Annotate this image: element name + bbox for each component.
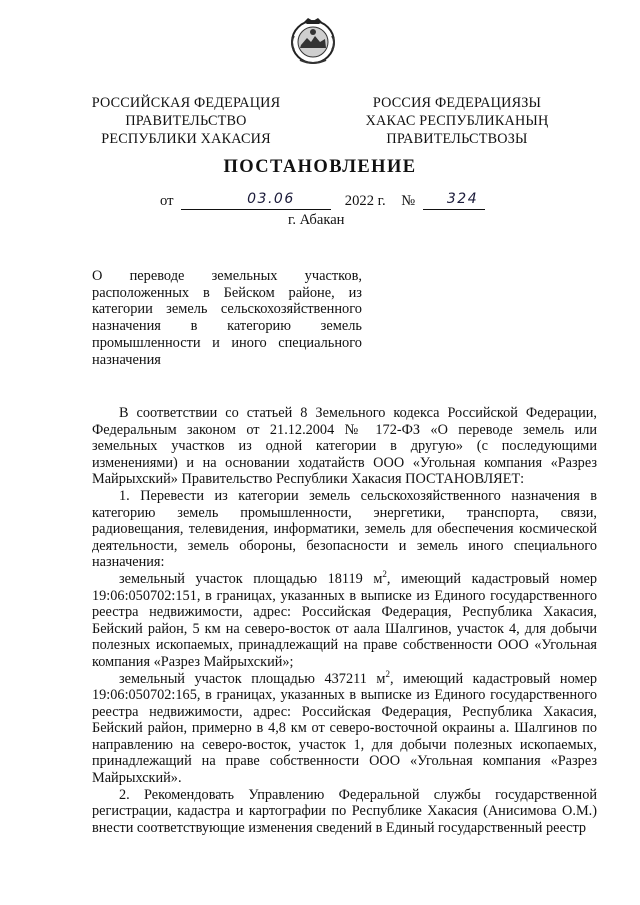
subject-line: назначения в категорию земель [92,318,362,335]
plot-2-start: земельный участок площадью 437211 м [119,670,386,687]
plot-1-start: земельный участок площадью 18119 м [119,570,383,587]
coat-of-arms-emblem [286,14,340,68]
header-right-line-2: ХАКАС РЕСПУБЛИКАНЫҢ [365,113,549,129]
header-right-block [362,94,552,148]
subject-line: назначения [92,351,161,368]
header-right-line-3: ПРАВИТЕЛЬСТВОЗЫ [386,131,528,147]
subject-line: промышленности и иного специального [92,334,362,351]
date-from-label: от [160,193,174,209]
subject-line: расположенных в Бейском районе, из [92,284,362,301]
document-title: ПОСТАНОВЛЕНИЕ [223,157,417,177]
item-2-paragraph: 2. Рекомендовать Управлению Федеральной службы государственной регистрации, кадастра и картографии по Республике Хакасия (Анисимова О.М.) внести соответствующие изменения сведений в Единый государственный реестр [92,786,597,836]
year-label: 2022 г. [344,193,386,209]
square-superscript: 2 [382,569,387,580]
document-body [92,405,597,836]
date-field [181,193,331,210]
plot-2-paragraph [92,668,598,787]
square-superscript: 2 [385,668,390,679]
date-handwritten: 03.06 [247,191,295,207]
plot-2-rest: , имеющий кадастровый номер 19:06:050702:165, в границах, указанных в выписке из Единого государственного реестра недвижимости, адрес: Российская Федерация, Республика Хакасия, Бейский район, примерно в 4,8 км от северо-восточной окраины а. Шалгинов по направлению на северо-восток, участок 1, для добычи полезных ископаемых, принадлежащий на праве собственности ООО «Угольная компания «Разрез Майрыхский». [92,670,598,787]
header-left-line-2: ПРАВИТЕЛЬСТВО [125,113,247,129]
subject-line: О переводе земельных участков, [92,268,362,284]
number-handwritten: 324 [446,191,479,207]
header-left-line-1: РОССИЙСКАЯ ФЕДЕРАЦИЯ [91,95,281,111]
preamble-paragraph: В соответствии со статьей 8 Земельного кодекса Российской Федерации, Федеральным законом от 21.12.2004 № 172-ФЗ «О переводе земель или земельных участков из одной категории в другую» (с последующими изменениями) и на основании ходатайств ООО «Угольная компания «Разрез Майрыхский» Правительство Республики Хакасия ПОСТАНОВЛЯЕТ: [92,405,597,488]
subject-line: категории земель сельскохозяйственного [92,301,362,318]
header-right-line-1: РОССИЯ ФЕДЕРАЦИЯЗЫ [372,95,542,111]
number-label: № [401,193,416,209]
date-number-line [160,192,485,210]
header-left-block [86,94,286,148]
header-left-line-3: РЕСПУБЛИКИ ХАКАСИЯ [101,131,271,147]
item-1-paragraph: 1. Перевести из категории земель сельскохозяйственного назначения в категорию земель промышленности, энергетики, транспорта, связи, радиовещания, телевидения, информатики, земель для обеспечения космической деятельности, земель обороны, безопасности и земель иного специального назначения: [92,487,597,571]
subject-block [92,268,362,368]
plot-1-rest: , имеющий кадастровый номер 19:06:050702:151, в границах, указанных в выписке из Единого государственного реестра недвижимости, адрес: Российская Федерация, Республика Хакасия, Бейский район, 5 км на северо-восток от аала Шалгинов, участок 4, для добычи полезных ископаемых, принадлежащий на праве собственности ООО «Угольная компания «Разрез Майрыхский»; [92,570,598,670]
city-label: г. Абакан [288,212,345,228]
number-field [423,193,485,210]
plot-1-paragraph [92,571,597,671]
